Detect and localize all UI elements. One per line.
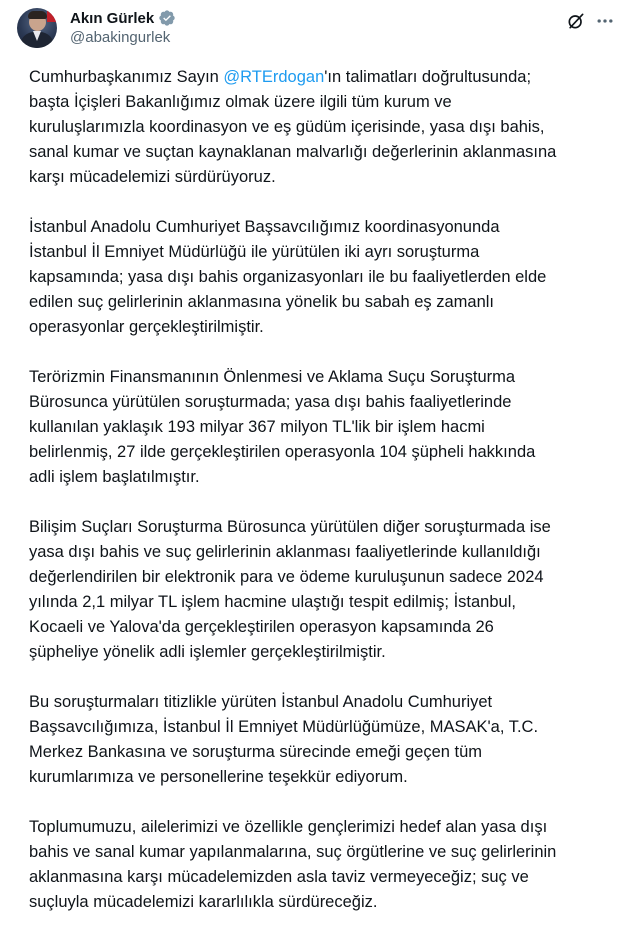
author-name-row <box>70 8 176 28</box>
paragraph-text: Cumhurbaşkanımız Sayın <box>29 68 224 86</box>
tweet-paragraph-5: Bu soruşturmaları titizlikle yürüten İstanbul Anadolu Cumhuriyet Başsavcılığımıza, İstanbul İl Emniyet Müdürlüğümüze, MASAK'a, T.C. Merkez Bankasına ve soruşturma sürecinde emeği geçen tüm kurumlarımıza ve personellerine teşekkür ediyorum. <box>29 693 539 786</box>
tweet-paragraph-6: Toplumumuzu, ailelerimizi ve özellikle gençlerimizi hedef alan yasa dışı bahis ve sanal kumar yapılanmalarına, suç örgütlerine ve suç gelirlerinin aklanmasına karşı mücadelemizden asla taviz vermeyeceğiz; suç ve suçluyla mücadelemizi kararlılıkla sürdüreceğiz. <box>29 818 557 911</box>
paragraph-text: 'ın talimatları doğrultusunda; başta İçişleri Bakanlığımız olmak üzere ilgili tüm kurum ve kuruluşlarımızla koordinasyon ve eş güdüm içerisinde, yasa dışı bahis, sanal kumar ve suçtan kaynaklanan malvarlığı değerlerinin aklanmasına karşı mücadelemizi sürdürüyoruz. <box>29 68 557 186</box>
grok-icon[interactable] <box>563 8 589 34</box>
flag-background <box>47 8 57 22</box>
verified-badge-icon[interactable] <box>158 9 176 27</box>
more-options-icon[interactable] <box>592 8 618 34</box>
tweet-paragraph-4: Bilişim Suçları Soruşturma Bürosunca yürütülen diğer soruşturmada ise yasa dışı bahis ve suç gelirlerinin aklanması faaliyetlerinde kullanıldığı değerlendirilen bir elektronik para ve ödeme kuruluşunun sadece 2024 yılında 2,1 milyar TL işlem hacmine ulaştığı tespit edilmiş; İstanbul, Kocaeli ve Yalova'da gerçekleştirilen operasyon kapsamında 26 şüpheliye yönelik adli işlemler gerçekleştirilmiştir. <box>29 518 551 661</box>
avatar[interactable] <box>17 8 57 48</box>
tweet-paragraph-2: İstanbul Anadolu Cumhuriyet Başsavcılığımız koordinasyonunda İstanbul İl Emniyet Müdürlüğü ile yürütülen iki ayrı soruşturma kapsamında; yasa dışı bahis organizasyonları ile bu faaliyetlerden elde edilen suç gelirlerinin aklanmasına yönelik bu sabah eş zamanlı operasyonlar gerçekleştirilmiştir. <box>29 218 547 336</box>
mention-link[interactable]: @RTErdogan <box>223 68 325 86</box>
author-handle[interactable]: @abakingurlek <box>70 29 171 46</box>
author-display-name[interactable]: Akın Gürlek <box>70 9 155 27</box>
tweet-text <box>29 65 624 940</box>
tweet-header <box>0 0 639 56</box>
avatar-hair <box>28 11 47 19</box>
tweet-paragraph-3: Terörizmin Finansmanının Önlenmesi ve Aklama Suçu Soruşturma Bürosunca yürütülen soruşturmada; yasa dışı bahis faaliyetlerinde kullanılan yaklaşık 193 milyar 367 milyon TL'lik bir işlem hacmi belirlenmiş, 27 ilde gerçekleştirilen operasyonla 104 şüpheli hakkında adli işlem başlatılmıştır. <box>29 368 536 486</box>
tweet-paragraph-1 <box>29 65 624 190</box>
